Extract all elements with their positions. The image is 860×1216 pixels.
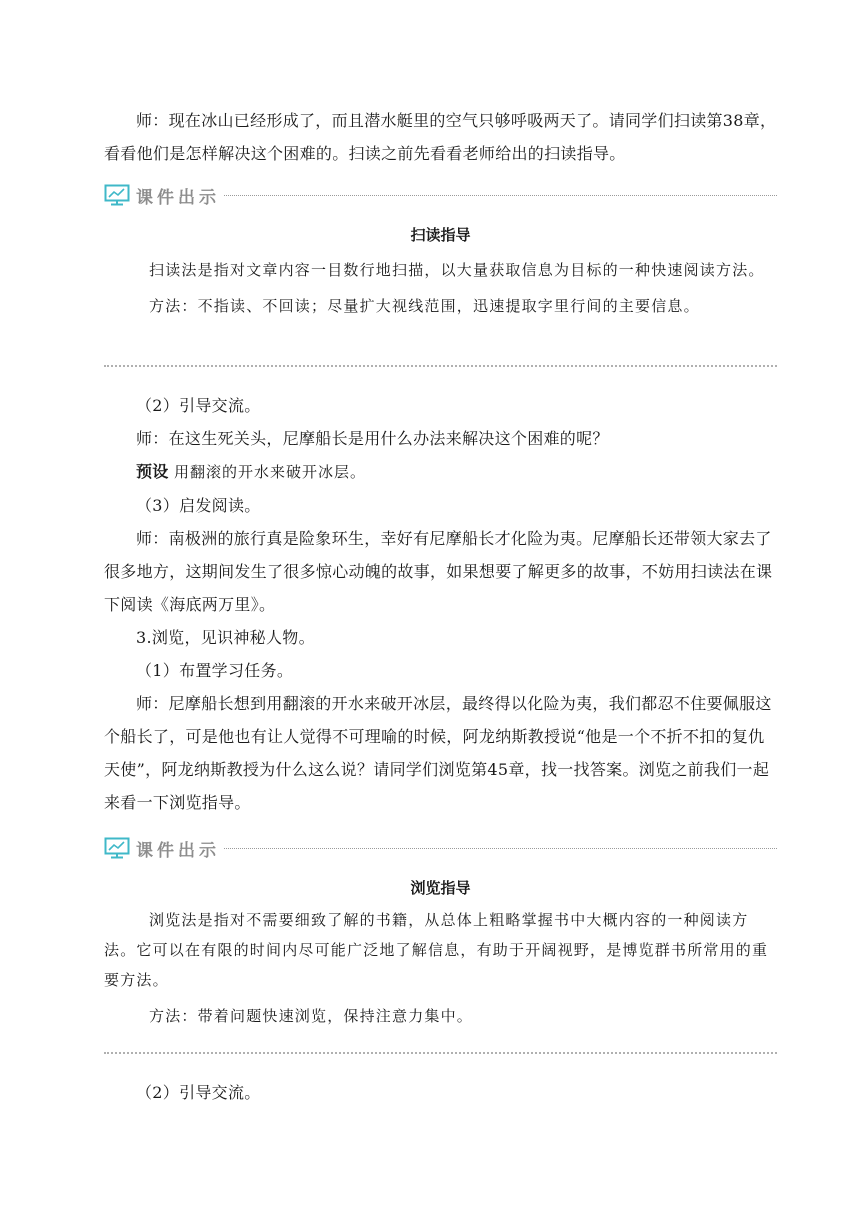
courseware-header bbox=[104, 182, 777, 208]
step-guide-exchange-2: （2）引导交流。 bbox=[136, 1083, 261, 1102]
courseware-monitor-icon bbox=[104, 837, 130, 859]
courseware-header bbox=[104, 835, 777, 861]
browse-guide-title: 浏览指导 bbox=[410, 879, 471, 897]
scan-guide-title: 扫读指导 bbox=[410, 226, 471, 244]
step-browse-heading: 3.浏览，见识神秘人物。 bbox=[136, 628, 315, 647]
preset-answer bbox=[104, 455, 777, 489]
teacher-captain-paragraph: 师：尼摩船长想到用翻滚的开水来破开冰层，最终得以化险为夷，我们都忍不住要佩服这个船长了，可是他也有让人觉得不可理喻的时候，阿龙纳斯教授说“他是一个不折不扣的复仇天使”，阿龙纳斯教授为什么这么说？请同学们浏览第45章，找一找答案。浏览之前我们一起来看一下浏览指导。 bbox=[104, 694, 772, 812]
discussion-section bbox=[104, 389, 777, 819]
box-divider bbox=[104, 365, 777, 367]
browse-guide-body bbox=[104, 905, 777, 1031]
preset-label: 预设 bbox=[136, 462, 169, 481]
divider bbox=[224, 847, 777, 849]
scan-guide-method: 方法：不指读、不回读；尽量扩大视线范围，迅速提取字里行间的主要信息。 bbox=[149, 297, 700, 315]
courseware-label: 课件出示 bbox=[136, 840, 220, 861]
teacher-antarctica-paragraph: 师：南极洲的旅行真是险象环生，幸好有尼摩船长才化险为夷。尼摩船长还带领大家去了很多地方，这期间发生了很多惊心动魄的故事，如果想要了解更多的故事，不妨用扫读法在课下阅读《海底两万里》。 bbox=[104, 529, 773, 614]
browse-guide-method: 方法：带着问题快速浏览，保持注意力集中。 bbox=[149, 1007, 474, 1025]
scan-guide-body bbox=[104, 255, 777, 321]
intro-paragraph: 师：现在冰山已经形成了，而且潜水艇里的空气只够呼吸两天了。请同学们扫读第38章，看看他们是怎样解决这个困难的。扫读之前先看看老师给出的扫读指导。 bbox=[104, 111, 777, 163]
teacher-question: 师：在这生死关头，尼摩船长是用什么办法来解决这个困难的呢？ bbox=[136, 429, 609, 448]
courseware-label: 课件出示 bbox=[136, 187, 220, 208]
final-section bbox=[104, 1076, 777, 1109]
preset-text: 用翻滚的开水来破开冰层。 bbox=[174, 463, 367, 481]
step-inspire-reading: （3）启发阅读。 bbox=[136, 496, 261, 515]
step-assign-task: （1）布置学习任务。 bbox=[136, 661, 294, 680]
browse-guide-definition: 浏览法是指对不需要细致了解的书籍，从总体上粗略掌握书中大概内容的一种阅读方法。它可以在有限的时间内尽可能广泛地了解信息，有助于开阔视野，是博览群书所常用的重要方法。 bbox=[104, 911, 769, 989]
step-guide-exchange: （2）引导交流。 bbox=[136, 396, 261, 415]
intro-section bbox=[104, 104, 777, 170]
box-divider bbox=[104, 1052, 777, 1054]
scan-guide-definition: 扫读法是指对文章内容一目数行地扫描，以大量获取信息为目标的一种快速阅读方法。 bbox=[149, 261, 765, 279]
divider bbox=[224, 194, 777, 196]
courseware-monitor-icon bbox=[104, 184, 130, 206]
